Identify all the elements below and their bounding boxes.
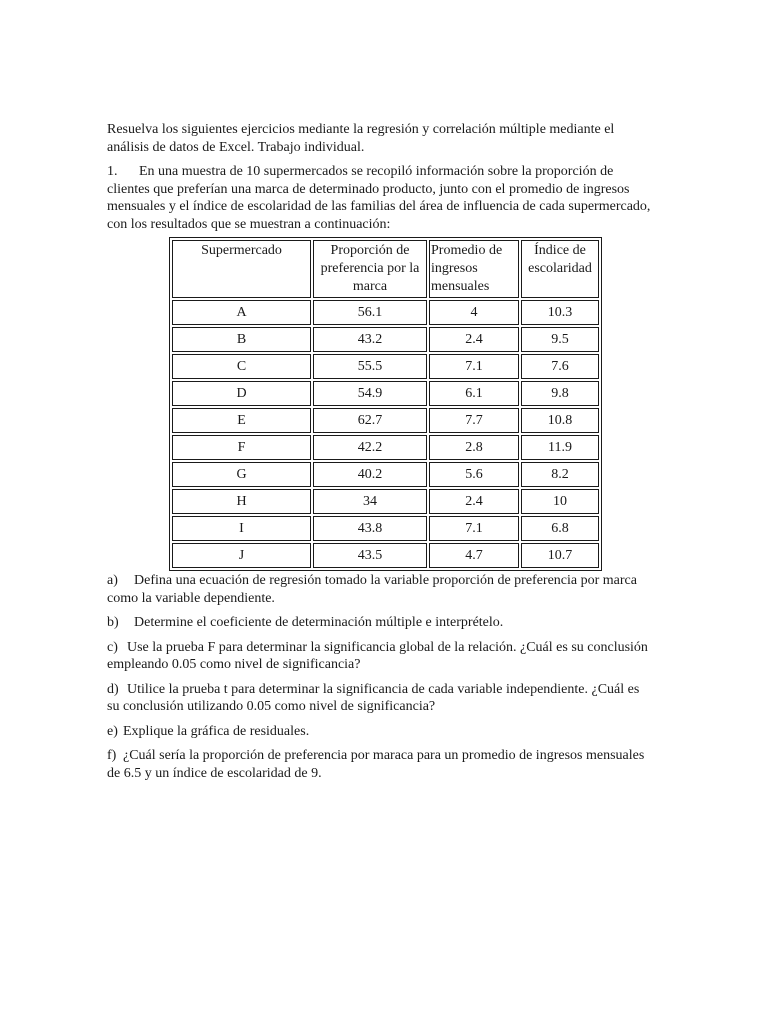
table-row [172, 381, 599, 406]
cell-indice: 10.8 [521, 408, 599, 433]
question-text: Defina una ecuación de regresión tomado la variable proporción de preferencia por marca como la variable dependiente. [107, 573, 637, 606]
question-text: Explique la gráfica de residuales. [123, 723, 310, 739]
cell-proporcion: 56.1 [313, 300, 427, 325]
cell-proporcion: 43.5 [313, 543, 427, 568]
cell-supermercado: F [172, 435, 311, 460]
table-row [172, 462, 599, 487]
question-e [107, 723, 652, 741]
cell-indice: 8.2 [521, 462, 599, 487]
supermarket-data-table [169, 237, 602, 571]
cell-proporcion: 42.2 [313, 435, 427, 460]
question-label: b) [107, 615, 119, 630]
problem-statement [107, 163, 652, 233]
cell-supermercado: J [172, 543, 311, 568]
table-row [172, 327, 599, 352]
question-label: f) [107, 748, 117, 763]
instructions-paragraph: Resuelva los siguientes ejercicios mediante la regresión y correlación múltiple mediante el análisis de datos de Excel. Trabajo individual. [107, 122, 615, 155]
table-row [172, 516, 599, 541]
table-header-row [172, 240, 599, 298]
problem-number: 1. [107, 164, 118, 179]
cell-supermercado: C [172, 354, 311, 379]
cell-indice: 10.7 [521, 543, 599, 568]
question-label: d) [107, 681, 119, 697]
question-label: a) [107, 573, 118, 588]
cell-indice: 7.6 [521, 354, 599, 379]
cell-promedio: 7.1 [429, 516, 519, 541]
cell-proporcion: 54.9 [313, 381, 427, 406]
header-supermercado: Supermercado [172, 240, 311, 298]
question-b [107, 614, 652, 632]
cell-promedio: 7.7 [429, 408, 519, 433]
header-promedio: Promedio de ingresos mensuales [429, 240, 519, 298]
cell-promedio: 7.1 [429, 354, 519, 379]
question-c [107, 639, 652, 674]
document-page [107, 121, 652, 789]
table-row [172, 354, 599, 379]
header-proporcion: Proporción de preferencia por la marca [313, 240, 427, 298]
table-row [172, 300, 599, 325]
cell-indice: 9.5 [521, 327, 599, 352]
cell-promedio: 2.4 [429, 327, 519, 352]
cell-indice: 10.3 [521, 300, 599, 325]
cell-indice: 9.8 [521, 381, 599, 406]
problem-text: En una muestra de 10 supermercados se recopiló información sobre la proporción de clientes que preferían una marca de determinado producto, junto con el promedio de ingresos mensuales y el índice de escolaridad de las familias del área de influencia de cada supermercado, con los resultados que se muestran a continuación: [107, 164, 651, 232]
question-text: Determine el coeficiente de determinación múltiple e interprételo. [134, 615, 504, 630]
cell-supermercado: D [172, 381, 311, 406]
question-text: Use la prueba F para determinar la significancia global de la relación. ¿Cuál es su conclusión empleando 0.05 como nivel de significancia? [107, 639, 648, 672]
cell-proporcion: 40.2 [313, 462, 427, 487]
table-row [172, 408, 599, 433]
cell-promedio: 6.1 [429, 381, 519, 406]
cell-indice: 11.9 [521, 435, 599, 460]
cell-promedio: 5.6 [429, 462, 519, 487]
cell-proporcion: 34 [313, 489, 427, 514]
question-a [107, 572, 652, 607]
cell-supermercado: G [172, 462, 311, 487]
cell-proporcion: 43.2 [313, 327, 427, 352]
cell-supermercado: B [172, 327, 311, 352]
question-text: ¿Cuál sería la proporción de preferencia por maraca para un promedio de ingresos mensuales de 6.5 y un índice de escolaridad de 9. [107, 748, 645, 781]
table-row [172, 435, 599, 460]
cell-promedio: 4.7 [429, 543, 519, 568]
cell-proporcion: 55.5 [313, 354, 427, 379]
cell-indice: 10 [521, 489, 599, 514]
table-row [172, 543, 599, 568]
table-row [172, 489, 599, 514]
cell-promedio: 2.8 [429, 435, 519, 460]
cell-supermercado: E [172, 408, 311, 433]
cell-promedio: 2.4 [429, 489, 519, 514]
cell-proporcion: 62.7 [313, 408, 427, 433]
cell-supermercado: A [172, 300, 311, 325]
question-label: e) [107, 723, 118, 739]
cell-proporcion: 43.8 [313, 516, 427, 541]
cell-indice: 6.8 [521, 516, 599, 541]
header-indice: Índice de escolaridad [521, 240, 599, 298]
question-text: Utilice la prueba t para determinar la significancia de cada variable independiente. ¿Cuál es su conclusión utilizando 0.05 como nivel de significancia? [107, 681, 640, 714]
question-d [107, 681, 652, 716]
cell-supermercado: H [172, 489, 311, 514]
cell-promedio: 4 [429, 300, 519, 325]
cell-supermercado: I [172, 516, 311, 541]
question-label: c) [107, 639, 118, 655]
question-f [107, 747, 652, 782]
